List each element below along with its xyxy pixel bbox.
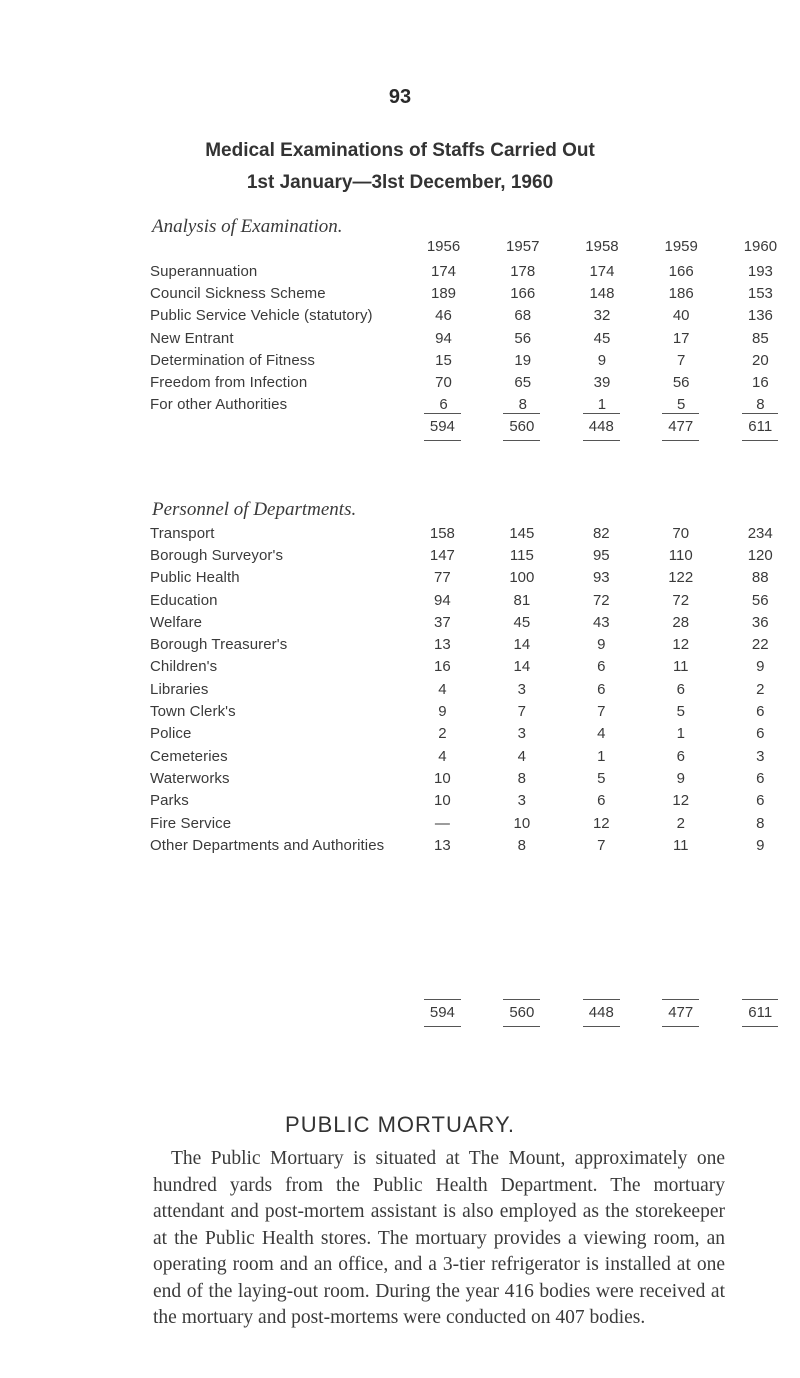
row-label: Council Sickness Scheme xyxy=(150,284,326,302)
value-cell: 37 xyxy=(434,613,451,631)
row-label: Welfare xyxy=(150,613,203,631)
value-cell: 147 xyxy=(429,546,455,564)
value-cell: 100 xyxy=(509,569,535,587)
page-subtitle: 1st January—3lst December, 1960 xyxy=(246,172,554,193)
total-cell: 448 xyxy=(583,999,620,1027)
row-label: Cemeteries xyxy=(150,747,228,765)
row-label: Transport xyxy=(150,524,215,542)
value-cell: 94 xyxy=(435,329,452,347)
value-cell: 65 xyxy=(514,374,532,392)
value-cell: 6 xyxy=(597,792,606,810)
total-cell: 560 xyxy=(503,413,540,441)
value-cell: 81 xyxy=(513,591,531,609)
table-row xyxy=(150,656,800,678)
total-cell: 477 xyxy=(662,999,699,1027)
value-cell: 178 xyxy=(510,262,536,280)
row-label: Borough Treasurer's xyxy=(150,636,288,654)
total-cell: 611 xyxy=(742,999,778,1027)
value-cell: 93 xyxy=(592,569,610,587)
value-cell: 234 xyxy=(747,524,773,542)
value-cell: 6 xyxy=(756,703,765,721)
value-cell: 1 xyxy=(597,396,607,414)
analysis-heading: Analysis of Examination. xyxy=(152,216,343,237)
table-row xyxy=(150,544,800,566)
total-cell: 594 xyxy=(424,999,461,1027)
value-cell: — xyxy=(434,814,450,832)
value-cell: 13 xyxy=(434,836,451,854)
value-cell: 7 xyxy=(517,703,526,721)
value-cell: 17 xyxy=(672,329,690,347)
value-cell: 6 xyxy=(676,680,685,698)
year-header: 1956 xyxy=(426,237,461,255)
row-label: Police xyxy=(150,725,192,743)
personnel-totals xyxy=(150,998,800,1028)
value-cell: 94 xyxy=(434,591,451,609)
value-cell: 8 xyxy=(756,396,765,414)
value-cell: 82 xyxy=(592,524,610,542)
table-row xyxy=(150,589,800,611)
value-cell: 5 xyxy=(677,396,686,414)
table-row xyxy=(150,305,800,327)
value-cell: 2 xyxy=(438,725,447,743)
value-cell: 4 xyxy=(438,680,447,698)
value-cell: 32 xyxy=(593,307,611,325)
value-cell: 2 xyxy=(676,814,685,832)
value-cell: 28 xyxy=(672,613,690,631)
value-cell: 8 xyxy=(756,814,765,832)
value-cell: 12 xyxy=(672,792,690,810)
value-cell: 6 xyxy=(439,396,448,414)
value-cell: 43 xyxy=(592,613,610,631)
value-cell: 12 xyxy=(672,636,690,654)
value-cell: 8 xyxy=(518,396,527,414)
value-cell: 158 xyxy=(429,524,455,542)
analysis-table xyxy=(150,232,800,416)
value-cell: 122 xyxy=(668,569,694,587)
value-cell: 46 xyxy=(435,307,452,325)
value-cell: 36 xyxy=(751,613,769,631)
table-row xyxy=(150,282,800,304)
row-label: Public Health xyxy=(150,569,240,587)
table-row xyxy=(150,567,800,589)
row-label: Superannuation xyxy=(150,262,258,280)
value-cell: 56 xyxy=(514,329,532,347)
table-row xyxy=(150,700,800,722)
table-row xyxy=(150,522,800,544)
value-cell: 3 xyxy=(517,725,526,743)
value-cell: 14 xyxy=(513,658,531,676)
row-label: Town Clerk's xyxy=(150,703,236,721)
value-cell: 115 xyxy=(509,546,534,564)
value-cell: 3 xyxy=(517,680,526,698)
value-cell: 22 xyxy=(751,636,769,654)
personnel-table xyxy=(150,522,800,856)
value-cell: 193 xyxy=(747,262,773,280)
table-row xyxy=(150,723,800,745)
value-cell: 189 xyxy=(431,284,457,302)
value-cell: 110 xyxy=(668,546,693,564)
table-row xyxy=(150,812,800,834)
value-cell: 174 xyxy=(431,262,457,280)
value-cell: 153 xyxy=(747,284,773,302)
row-label: Waterworks xyxy=(150,769,230,787)
year-header: 1957 xyxy=(506,237,540,255)
value-cell: 9 xyxy=(597,636,606,654)
value-cell: 10 xyxy=(434,769,451,787)
value-cell: 45 xyxy=(513,613,531,631)
value-cell: 7 xyxy=(597,703,606,721)
value-cell: 9 xyxy=(597,351,607,369)
value-cell: 95 xyxy=(592,546,610,564)
year-header: 1959 xyxy=(664,237,698,255)
value-cell: 136 xyxy=(747,307,773,325)
value-cell: 40 xyxy=(672,307,690,325)
value-cell: 6 xyxy=(597,658,606,676)
value-cell: 166 xyxy=(510,284,536,302)
value-cell: 56 xyxy=(672,374,690,392)
value-cell: 20 xyxy=(752,351,769,369)
table-row xyxy=(150,633,800,655)
value-cell: 186 xyxy=(668,284,694,302)
value-cell: 8 xyxy=(517,836,526,854)
totals-row xyxy=(150,998,800,1028)
value-cell: 9 xyxy=(438,703,447,721)
value-cell: 6 xyxy=(597,680,606,698)
value-cell: 14 xyxy=(513,636,531,654)
table-row xyxy=(150,790,800,812)
page-number: 93 xyxy=(388,86,412,108)
value-cell: 9 xyxy=(756,658,765,676)
value-cell: 7 xyxy=(597,836,606,854)
value-cell: 3 xyxy=(517,792,526,810)
year-header: 1960 xyxy=(743,237,778,255)
value-cell: 13 xyxy=(434,636,451,654)
analysis-totals xyxy=(150,412,800,442)
value-cell: 5 xyxy=(676,703,685,721)
value-cell: 166 xyxy=(668,262,694,280)
row-label: For other Authorities xyxy=(150,396,288,414)
mortuary-paragraph xyxy=(153,1146,725,1332)
row-label: Parks xyxy=(150,792,189,810)
mortuary-text: The Public Mortuary is situated at The Mount, approximately one hundred yards from the Public Health Department. The mortuary attendant and post-mortem assistant is also employed as the storekeeper at the Public Health stores. The mortuary provides a viewing room, an operating room and an office, and a 3-tier refrigerator is installed at one end of the laying-out room. During the year 416 bodies were received at the mortuary and post-mortems were conducted on 407 bodies. xyxy=(153,1148,725,1328)
value-cell: 77 xyxy=(434,569,451,587)
value-cell: 12 xyxy=(592,814,610,832)
value-cell: 4 xyxy=(597,725,606,743)
value-cell: 16 xyxy=(752,374,769,392)
total-cell: 611 xyxy=(742,413,778,441)
year-header: 1958 xyxy=(585,237,619,255)
value-cell: 9 xyxy=(756,836,765,854)
row-label: Children's xyxy=(150,658,218,676)
value-cell: 6 xyxy=(756,725,765,743)
value-cell: 4 xyxy=(438,747,447,765)
value-cell: 15 xyxy=(435,351,452,369)
table-row xyxy=(150,678,800,700)
value-cell: 11 xyxy=(672,836,689,854)
value-cell: 10 xyxy=(434,792,451,810)
row-label: Freedom from Infection xyxy=(150,374,308,392)
page-title: Medical Examinations of Staffs Carried Out xyxy=(205,140,595,161)
row-label: Borough Surveyor's xyxy=(150,546,284,564)
value-cell: 72 xyxy=(672,591,690,609)
value-cell: 8 xyxy=(517,769,526,787)
totals-row xyxy=(150,412,800,442)
table-row xyxy=(150,834,800,856)
value-cell: 88 xyxy=(751,569,769,587)
value-cell: 70 xyxy=(435,374,452,392)
table-row xyxy=(150,611,800,633)
row-label: New Entrant xyxy=(150,329,234,347)
value-cell: 1 xyxy=(676,725,685,743)
row-label: Other Departments and Authorities xyxy=(150,836,385,854)
value-cell: 3 xyxy=(756,747,765,765)
value-cell: 120 xyxy=(747,546,773,564)
row-label: Determination of Fitness xyxy=(150,351,315,369)
table-row xyxy=(150,745,800,767)
value-cell: 68 xyxy=(514,307,532,325)
value-cell: 85 xyxy=(752,329,769,347)
personnel-heading: Personnel of Departments. xyxy=(152,499,357,520)
table-row xyxy=(150,767,800,789)
value-cell: 16 xyxy=(434,658,451,676)
total-cell: 477 xyxy=(662,413,699,441)
value-cell: 70 xyxy=(672,524,690,542)
row-label: Public Service Vehicle (statutory) xyxy=(150,307,373,325)
row-label: Fire Service xyxy=(150,814,232,832)
value-cell: 148 xyxy=(589,284,615,302)
mortuary-heading: PUBLIC MORTUARY. xyxy=(285,1112,515,1137)
value-cell: 19 xyxy=(514,351,532,369)
table-row xyxy=(150,260,800,282)
value-cell: 145 xyxy=(509,524,535,542)
table-row xyxy=(150,371,800,393)
total-cell: 560 xyxy=(503,999,540,1027)
value-cell: 9 xyxy=(676,769,685,787)
value-cell: 45 xyxy=(593,329,611,347)
row-label: Libraries xyxy=(150,680,209,698)
year-header-row xyxy=(150,232,800,260)
value-cell: 2 xyxy=(756,680,765,698)
value-cell: 7 xyxy=(677,351,686,369)
value-cell: 6 xyxy=(756,792,765,810)
value-cell: 6 xyxy=(756,769,765,787)
value-cell: 1 xyxy=(597,747,606,765)
table-row xyxy=(150,349,800,371)
value-cell: 39 xyxy=(593,374,611,392)
value-cell: 72 xyxy=(592,591,610,609)
value-cell: 5 xyxy=(597,769,606,787)
value-cell: 11 xyxy=(672,658,689,676)
total-cell: 448 xyxy=(583,413,620,441)
value-cell: 10 xyxy=(513,814,531,832)
value-cell: 6 xyxy=(676,747,685,765)
total-cell: 594 xyxy=(424,413,461,441)
value-cell: 174 xyxy=(589,262,615,280)
value-cell: 56 xyxy=(751,591,769,609)
row-label: Education xyxy=(150,591,218,609)
value-cell: 4 xyxy=(517,747,526,765)
table-row xyxy=(150,327,800,349)
